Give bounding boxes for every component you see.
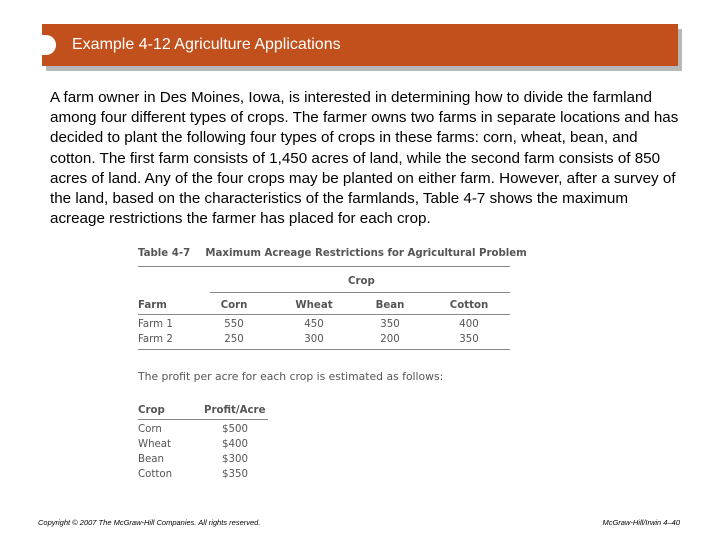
page-number-footer: McGraw-Hill/Irwin 4–40: [602, 518, 680, 527]
slide-title: Example 4-12 Agriculture Applications: [72, 36, 341, 53]
table-cell: 300: [304, 334, 324, 345]
table-caption: [138, 248, 527, 259]
col-header-corn: Corn: [220, 300, 248, 311]
table-cell: 350: [459, 334, 479, 345]
caption-rule: [138, 266, 510, 267]
profit-row-value: $350: [222, 469, 248, 480]
profit-row-value: $300: [222, 454, 248, 465]
table-row-label: Farm 1: [138, 319, 173, 330]
table-row-label: Farm 2: [138, 334, 173, 345]
profit-row-crop: Wheat: [138, 439, 172, 450]
table-bottom-rule: [138, 349, 510, 350]
col-header-farm: Farm: [138, 300, 167, 311]
col-header-cotton: Cotton: [449, 300, 489, 311]
intro-paragraph: A farm owner in Des Moines, Iowa, is interested in determining how to divide the farmland among four different types of crops. The farmer owns two farms in separate locations and has decided to plant the following four types of crops in these farms: corn, wheat, bean, and cotton. The first farm consists of 1,450 acres of land, while the second farm consists of 850 acres of land. Any of the four crops may be planted on either farm. However, after a survey of the land, based on the characteristics of the farmlands, Table 4-7 shows the maximum acreage restrictions the farmer has placed for each crop.: [50, 89, 679, 228]
profit-header-crop: Crop: [138, 405, 165, 416]
table-cell: 450: [304, 319, 324, 330]
table-cell: 350: [380, 319, 400, 330]
profit-intro: The profit per acre for each crop is estimated as follows:: [138, 370, 444, 383]
table-label: Table 4-7: [138, 248, 191, 259]
table-caption-text: Maximum Acreage Restrictions for Agricultural Problem: [205, 248, 527, 259]
table-cell: 400: [459, 319, 479, 330]
profit-row-crop: Corn: [138, 424, 162, 435]
profit-header-rule: [138, 419, 268, 420]
group-rule: [210, 292, 510, 293]
header-rule: [138, 314, 510, 315]
crop-group-header: Crop: [348, 276, 375, 287]
profit-row-crop: Bean: [138, 454, 164, 465]
table-cell: 200: [380, 334, 400, 345]
copyright-footer: Copyright © 2007 The McGraw-Hill Companies. All rights reserved.: [38, 518, 261, 527]
col-header-wheat: Wheat: [295, 300, 333, 311]
profit-row-value: $400: [222, 439, 248, 450]
table-cell: 550: [224, 319, 244, 330]
col-header-bean: Bean: [375, 300, 405, 311]
table-cell: 250: [224, 334, 244, 345]
profit-row-crop: Cotton: [138, 469, 173, 480]
profit-header-value: Profit/Acre: [204, 405, 266, 416]
profit-row-value: $500: [222, 424, 248, 435]
